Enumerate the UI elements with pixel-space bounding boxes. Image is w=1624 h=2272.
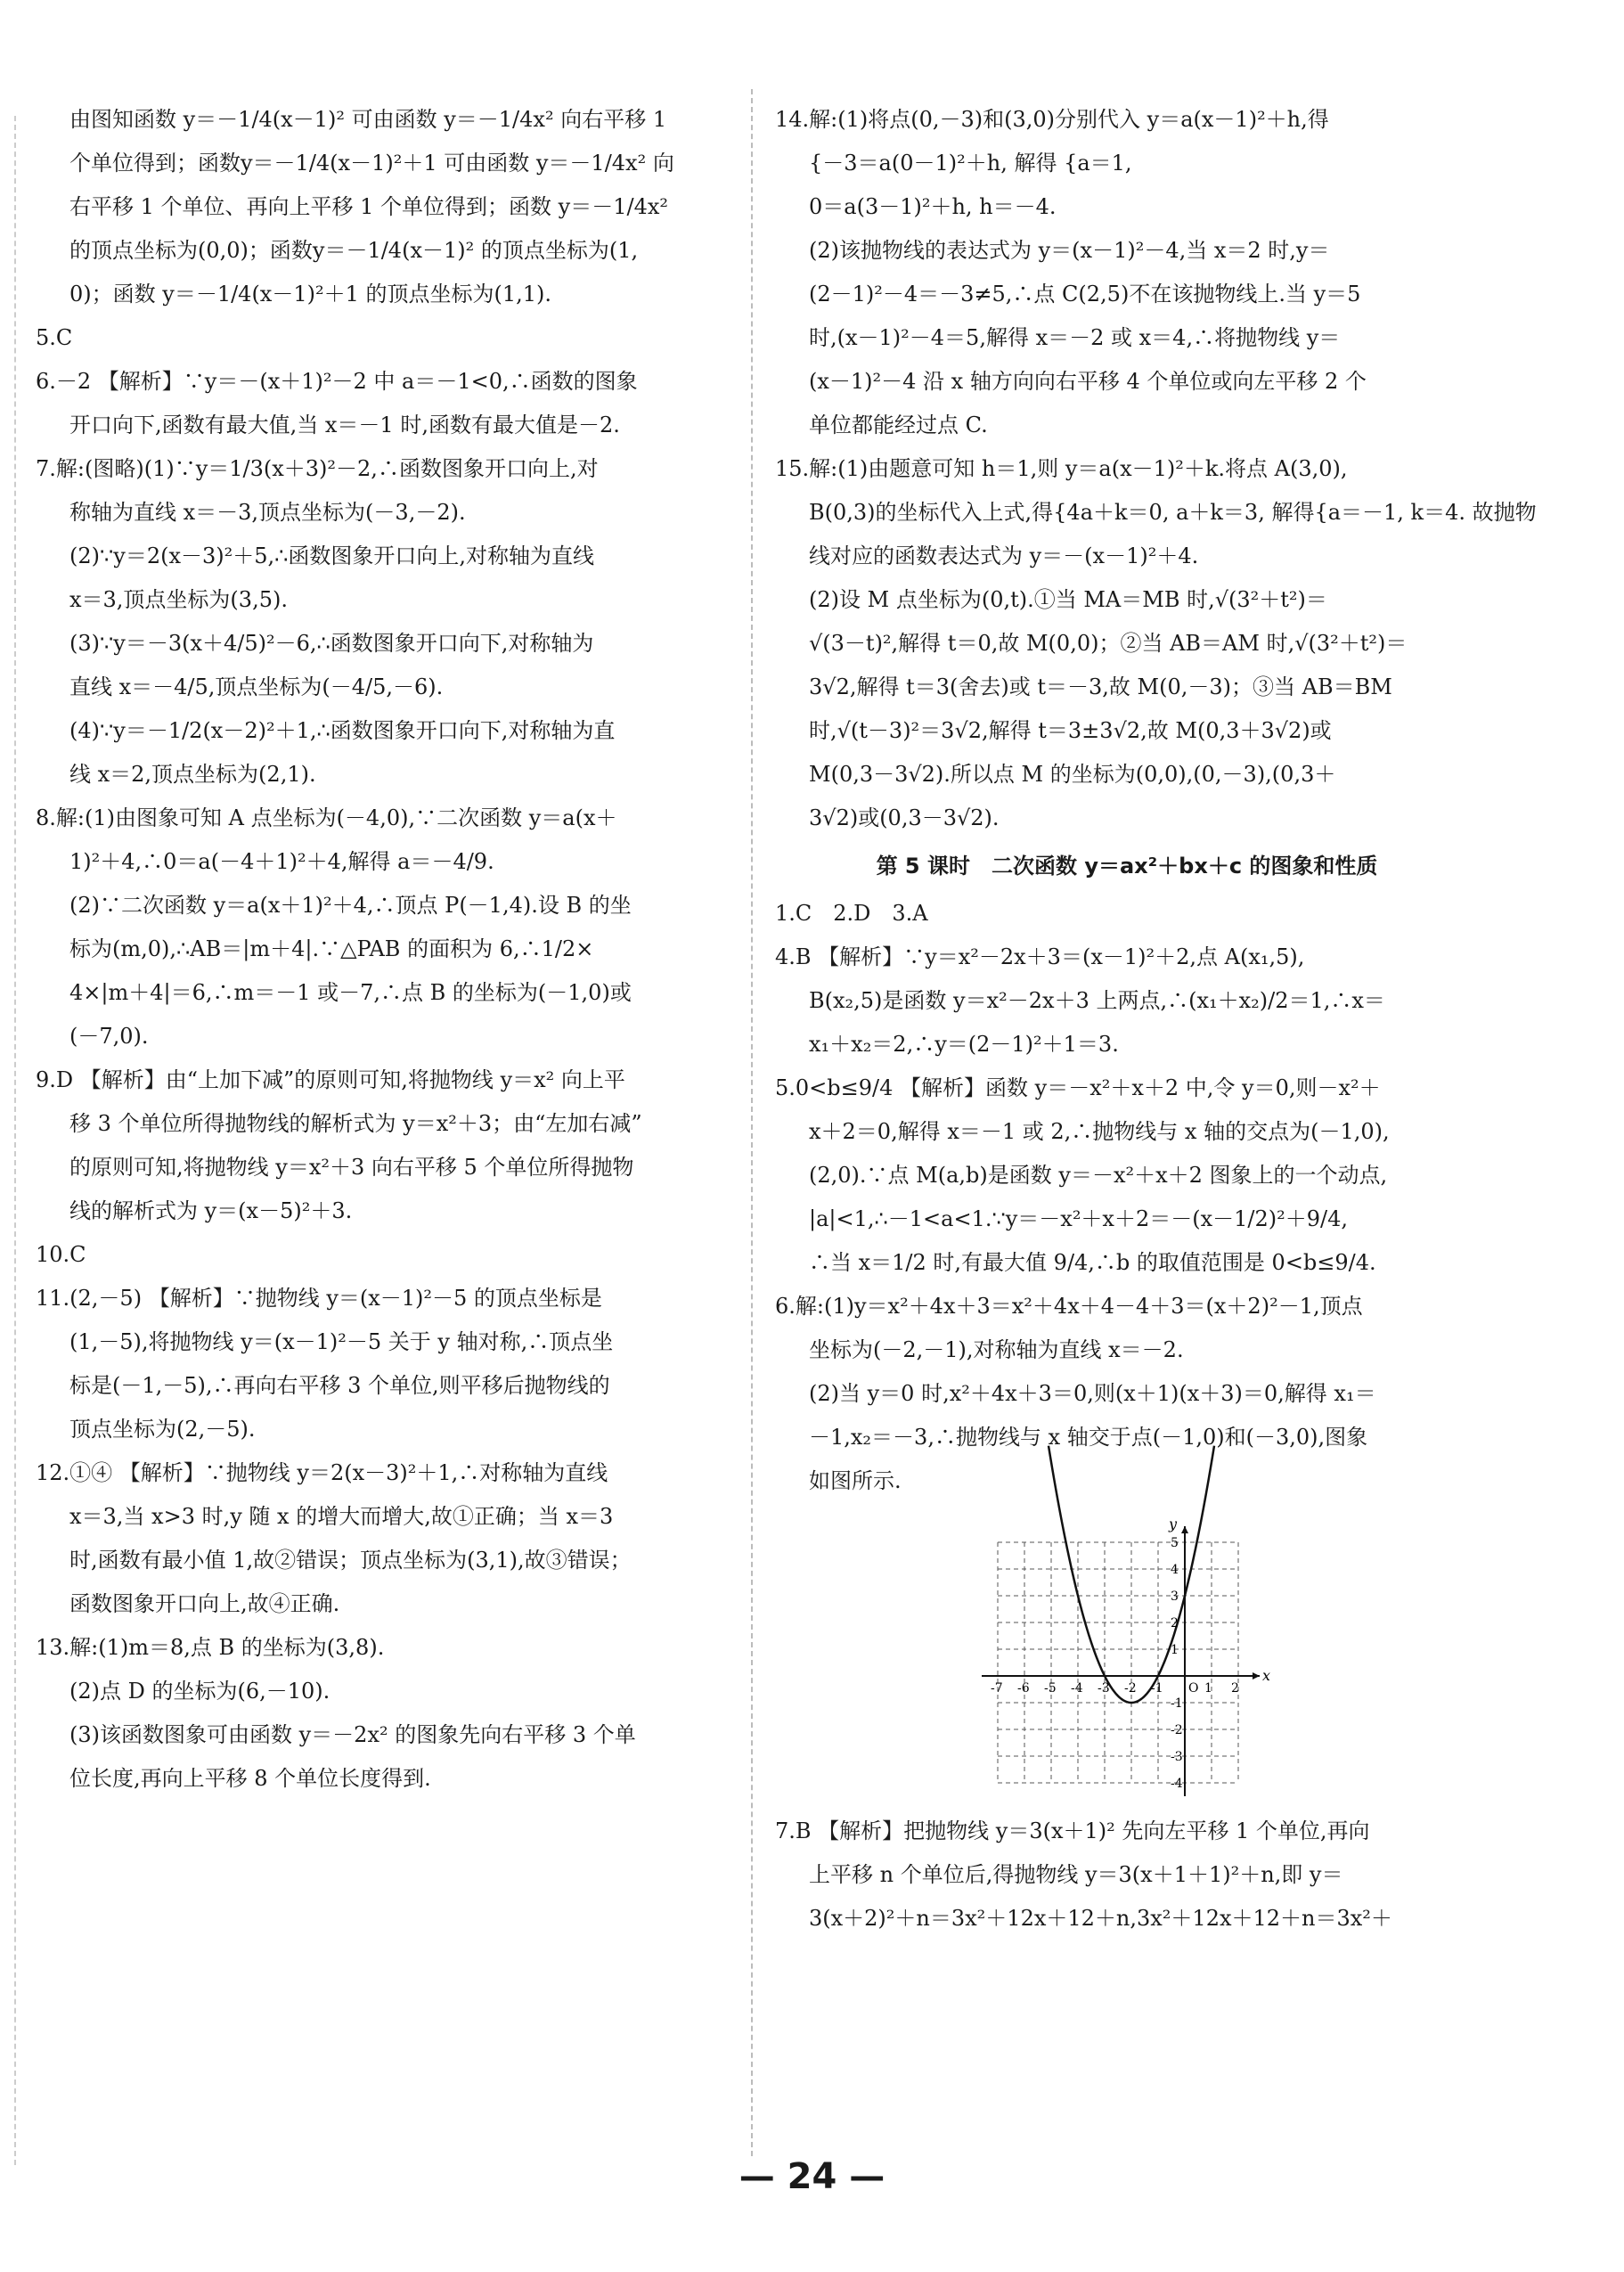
x-tick-label: -5 <box>1044 1681 1057 1696</box>
text-line: 11.(2,－5) 【解析】∵抛物线 y＝(x－1)²－5 的顶点坐标是 <box>36 1286 602 1311</box>
y-tick-label: 5 <box>1171 1536 1179 1550</box>
text-line: 时,√(t－3)²＝3√2,解得 t＝3±3√2,故 M(0,3＋3√2)或 <box>809 718 1332 743</box>
text-line: 右平移 1 个单位、再向上平移 1 个单位得到；函数 y＝－1/4x² <box>69 194 669 219</box>
text-line: 3(x＋2)²＋n＝3x²＋12x＋12＋n,3x²＋12x＋12＋n＝3x²＋ <box>809 1906 1392 1931</box>
right-top-lines <box>775 98 1537 840</box>
text-line: (3)该函数图象可由函数 y＝－2x² 的图象先向右平移 3 个单 <box>69 1722 636 1747</box>
y-axis-arrow <box>1181 1526 1188 1533</box>
y-tick-label: 4 <box>1171 1563 1179 1577</box>
x-tick-label: -4 <box>1071 1681 1083 1696</box>
text-line: (2－1)²－4＝－3≠5,∴点 C(2,5)不在该抛物线上.当 y＝5 <box>809 282 1361 306</box>
text-line: 坐标为(－2,－1),对称轴为直线 x＝－2. <box>809 1337 1184 1362</box>
origin-label: O <box>1188 1681 1199 1696</box>
text-line: 5.0<b≤9/4 【解析】函数 y＝－x²＋x＋2 中,令 y＝0,则－x²＋ <box>775 1075 1381 1100</box>
text-line: (1,－5),将抛物线 y＝(x－1)²－5 关于 y 轴对称,∴顶点坐 <box>69 1329 614 1354</box>
y-tick-label: -1 <box>1171 1696 1183 1711</box>
y-tick-label: 2 <box>1171 1616 1179 1630</box>
text-line: 直线 x＝－4/5,顶点坐标为(－4/5,－6). <box>69 674 444 699</box>
text-line: 4×|m＋4|＝6,∴m＝－1 或－7,∴点 B 的坐标为(－1,0)或 <box>69 980 632 1005</box>
binding-fold-line <box>14 116 16 2165</box>
x-tick-label: -6 <box>1017 1681 1030 1696</box>
text-line: 7.解:(图略)(1)∵y＝1/3(x＋3)²－2,∴函数图象开口向上,对 <box>36 456 599 481</box>
graph-svg <box>980 1516 1271 1801</box>
text-line: {－3＝a(0－1)²＋h, 解得 {a＝1, <box>809 151 1132 176</box>
text-line: 时,(x－1)²－4＝5,解得 x＝－2 或 x＝4,∴将抛物线 y＝ <box>809 325 1341 350</box>
text-line: x＋2＝0,解得 x＝－1 或 2,∴抛物线与 x 轴的交点为(－1,0), <box>809 1119 1390 1144</box>
text-line: 4.B 【解析】∵y＝x²－2x＋3＝(x－1)²＋2,点 A(x₁,5), <box>775 944 1305 969</box>
text-line: 位长度,再向上平移 8 个单位长度得到. <box>69 1766 431 1791</box>
text-line: √(3－t)²,解得 t＝0,故 M(0,0)；②当 AB＝AM 时,√(3²＋t²)＝ <box>809 631 1408 656</box>
x-axis-arrow <box>1253 1672 1260 1679</box>
y-tick-label: 3 <box>1171 1590 1179 1604</box>
text-line: x＝3,顶点坐标为(3,5). <box>69 587 288 612</box>
x-tick-label: -7 <box>991 1681 1003 1696</box>
text-line: 14.解:(1)将点(0,－3)和(3,0)分别代入 y＝a(x－1)²＋h,得 <box>775 107 1329 132</box>
column-divider <box>751 89 753 2156</box>
text-line: 如图所示. <box>809 1468 902 1493</box>
text-line: (x－1)²－4 沿 x 轴方向向右平移 4 个单位或向左平移 2 个 <box>809 369 1367 394</box>
text-line: 的顶点坐标为(0,0)；函数y＝－1/4(x－1)² 的顶点坐标为(1, <box>69 238 639 263</box>
text-line: 6.－2 【解析】∵y＝－(x＋1)²－2 中 a＝－1<0,∴函数的图象 <box>36 369 638 394</box>
y-tick-label: 1 <box>1171 1643 1179 1657</box>
text-line: 8.解:(1)由图象可知 A 点坐标为(－4,0),∵二次函数 y＝a(x＋ <box>36 805 617 830</box>
x-tick-label: -3 <box>1098 1681 1110 1696</box>
y-tick-label: -3 <box>1171 1750 1183 1764</box>
text-line: (－7,0). <box>69 1024 149 1049</box>
text-line: 顶点坐标为(2,－5). <box>69 1417 256 1442</box>
text-line: 7.B 【解析】把抛物线 y＝3(x＋1)² 先向左平移 1 个单位,再向 <box>775 1818 1370 1843</box>
text-line: 9.D 【解析】由“上加下减”的原则可知,将抛物线 y＝x² 向上平 <box>36 1067 625 1092</box>
y-tick-label: -2 <box>1171 1723 1183 1737</box>
text-line: (2)设 M 点坐标为(0,t).①当 MA＝MB 时,√(3²＋t²)＝ <box>809 587 1327 612</box>
text-line: 12.①④ 【解析】∵抛物线 y＝2(x－3)²＋1,∴对称轴为直线 <box>36 1460 608 1485</box>
text-line: (2,0).∵点 M(a,b)是函数 y＝－x²＋x＋2 图象上的一个动点, <box>809 1163 1388 1188</box>
left-lines <box>36 98 739 1801</box>
text-line: 5.C <box>36 325 73 350</box>
text-line: 10.C <box>36 1242 86 1267</box>
text-line: (2)点 D 的坐标为(6,－10). <box>69 1679 331 1704</box>
x-tick-label: -1 <box>1151 1681 1163 1696</box>
text-line: (2)∵二次函数 y＝a(x＋1)²＋4,∴顶点 P(－1,4).设 B 的坐 <box>69 893 632 918</box>
text-line: M(0,3－3√2).所以点 M 的坐标为(0,0),(0,－3),(0,3＋ <box>809 762 1336 787</box>
text-line: (2)∵y＝2(x－3)²＋5,∴函数图象开口向上,对称轴为直线 <box>69 543 595 568</box>
text-line: 单位都能经过点 C. <box>809 413 988 437</box>
text-line: 线 x＝2,顶点坐标为(2,1). <box>69 762 316 787</box>
text-line: 1)²＋4,∴0＝a(－4＋1)²＋4,解得 a＝－4/9. <box>69 849 494 874</box>
text-line: 个单位得到；函数y＝－1/4(x－1)²＋1 可由函数 y＝－1/4x² 向 <box>69 151 674 176</box>
left-column <box>36 98 739 1801</box>
x-tick-label: -2 <box>1124 1681 1137 1696</box>
right-mid-lines <box>775 892 1479 1503</box>
y-tick-label: -4 <box>1171 1777 1183 1791</box>
text-line: 称轴为直线 x＝－3,顶点坐标为(－3,－2). <box>69 500 466 525</box>
text-line: 0)；函数 y＝－1/4(x－1)²＋1 的顶点坐标为(1,1). <box>69 282 552 306</box>
text-line: (4)∵y＝－1/2(x－2)²＋1,∴函数图象开口向下,对称轴为直 <box>69 718 616 743</box>
x-tick-label: 2 <box>1231 1681 1239 1696</box>
text-line: |a|<1,∴－1<a<1.∵y＝－x²＋x＋2＝－(x－1/2)²＋9/4, <box>809 1206 1349 1231</box>
text-line: 时,函数有最小值 1,故②错误；顶点坐标为(3,1),故③错误； <box>69 1548 632 1573</box>
text-line: 15.解:(1)由题意可知 h＝1,则 y＝a(x－1)²＋k.将点 A(3,0), <box>775 456 1348 481</box>
text-line: (2)该抛物线的表达式为 y＝(x－1)²－4,当 x＝2 时,y＝ <box>809 238 1330 263</box>
text-line: 标是(－1,－5),∴再向右平移 3 个单位,则平移后抛物线的 <box>69 1373 610 1398</box>
section-title: 第 5 课时 二次函数 y＝ax²＋bx＋c 的图象和性质 <box>876 854 1378 879</box>
text-line: 开口向下,函数有最大值,当 x＝－1 时,函数有最大值是－2. <box>69 413 620 437</box>
y-axis-label: y <box>1169 1516 1178 1532</box>
text-line: 函数图象开口向上,故④正确. <box>69 1591 340 1616</box>
text-line: 标为(m,0),∴AB＝|m＋4|.∵△PAB 的面积为 6,∴1/2× <box>69 936 594 961</box>
page-number: — 24 — <box>739 2156 885 2197</box>
text-line: 由图知函数 y＝－1/4(x－1)² 可由函数 y＝－1/4x² 向右平移 1 <box>69 107 667 132</box>
text-line: 线的解析式为 y＝(x－5)²＋3. <box>69 1198 353 1223</box>
text-line: x＝3,当 x>3 时,y 随 x 的增大而增大,故①正确；当 x＝3 <box>69 1504 614 1529</box>
text-line: x₁＋x₂＝2,∴y＝(2－1)²＋1＝3. <box>809 1032 1119 1057</box>
text-line: 的原则可知,将抛物线 y＝x²＋3 向右平移 5 个单位所得抛物 <box>69 1155 634 1180</box>
text-line: －1,x₂＝－3,∴抛物线与 x 轴交于点(－1,0)和(－3,0),图象 <box>809 1425 1368 1450</box>
parabola-graph <box>980 1516 1271 1801</box>
text-line: B(x₂,5)是函数 y＝x²－2x＋3 上两点,∴(x₁＋x₂)/2＝1,∴x＝ <box>809 988 1385 1013</box>
text-line: B(0,3)的坐标代入上式,得{4a＋k＝0, a＋k＝3, 解得{a＝－1, k＝4. 故抛物 <box>809 500 1537 525</box>
x-tick-label: 1 <box>1204 1681 1212 1696</box>
x-axis-label: x <box>1262 1667 1271 1684</box>
text-line: 线对应的函数表达式为 y＝－(x－1)²＋4. <box>809 543 1199 568</box>
text-line: 6.解:(1)y＝x²＋4x＋3＝x²＋4x＋4－4＋3＝(x＋2)²－1,顶点 <box>775 1294 1363 1319</box>
text-line: (3)∵y＝－3(x＋4/5)²－6,∴函数图象开口向下,对称轴为 <box>69 631 594 656</box>
text-line: 13.解:(1)m＝8,点 B 的坐标为(3,8). <box>36 1635 385 1660</box>
text-line: 1.C 2.D 3.A <box>775 901 928 926</box>
text-line: ∴当 x＝1/2 时,有最大值 9/4,∴b 的取值范围是 0<b≤9/4. <box>809 1250 1376 1275</box>
text-line: 移 3 个单位所得抛物线的解析式为 y＝x²＋3；由“左加右减” <box>69 1111 642 1136</box>
text-line: 3√2,解得 t＝3(舍去)或 t＝－3,故 M(0,－3)；③当 AB＝BM <box>809 674 1392 699</box>
right-column <box>775 98 1537 1941</box>
right-bottom-lines <box>775 1810 1479 1941</box>
text-line: 上平移 n 个单位后,得抛物线 y＝3(x＋1＋1)²＋n,即 y＝ <box>809 1862 1343 1887</box>
text-line: 0＝a(3－1)²＋h, h＝－4. <box>809 194 1057 219</box>
text-line: 3√2)或(0,3－3√2). <box>809 805 1000 830</box>
text-line: (2)当 y＝0 时,x²＋4x＋3＝0,则(x＋1)(x＋3)＝0,解得 x₁＝ <box>809 1381 1376 1406</box>
